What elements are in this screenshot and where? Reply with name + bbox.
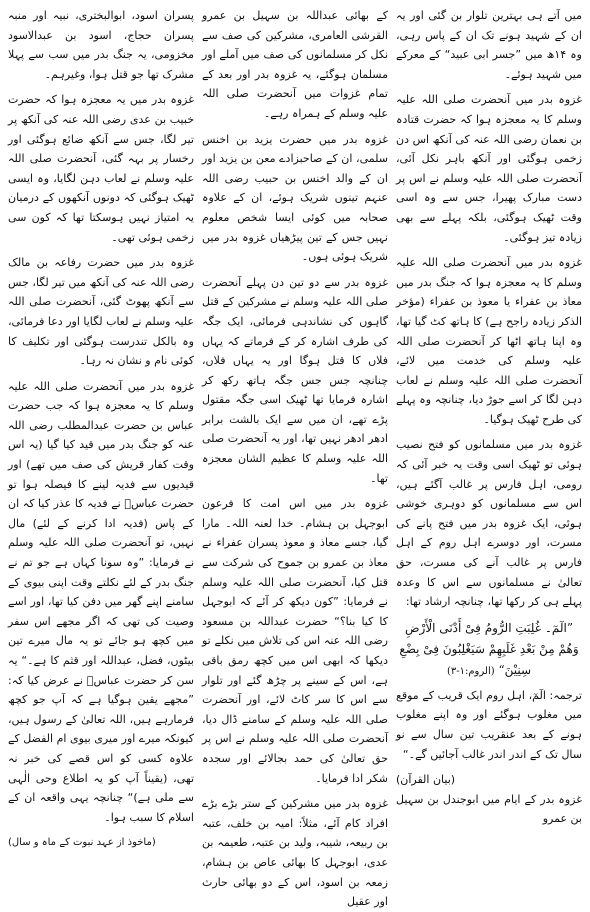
- right-column: [396, 6, 582, 826]
- left-column: [8, 6, 194, 849]
- right-paragraph-2: غزوہ بدر میں آنحضرت صلی اللہ علیہ وسلم کا یہ معجزہ ہوا کہ حضرت قتادہ بن نعمان رضی اللہ عنہ کی آنکھ اس دن زخمی ہوگئی اور آنکھ باہر نکل آئی، آنحضرت صلی اللہ علیہ وسلم نے اس پر دست مبارک پھیرا، جس سے وہ اسی وقت ٹھیک ہوگئی، بلکہ پہلے سے بھی زیادہ تیز ہوگئی۔: [396, 93, 582, 244]
- translation-source: (بیان القرآن): [396, 773, 456, 787]
- middle-paragraph-2: غزوہ بدر میں حضرت یزید بن اخنس سلمی، ان کے صاحبزادے معن بن یزید اور ان کے والد اخنس بن حبیب رضی اللہ عنہم تینوں شریک ہوئے، ان کے علاوہ صحابہ میں کوئی ایسا شخص معلوم نہیں جس کے تین پیڑھیاں غزوہ بدر میں شریک ہوئی ہوں۔: [202, 132, 388, 264]
- right-paragraph-1: میں آتے ہی بہترین تلوار بن گئی اور یہ ان کے شہید ہونے تک ان کے پاس رہی، وہ ۱۴ھ میں ”جسر ابی عبید“ کے معرکے میں شہید ہوئے۔: [396, 9, 582, 81]
- middle-paragraph-5: غزوہ بدر میں مشرکین کے ستر بڑے بڑے افراد کام آئے، مثلاً: امیہ بن خلف، عتبہ بن ربیعہ، شیبہ، ولید بن عتبہ، طعیمہ بن عدی، ابوجہل کا بھائی عاص بن ہشام، زمعہ بن اسود، اس کے دو بھائی حارث اور عقیل: [202, 797, 388, 909]
- left-paragraph-3: غزوہ بدر میں حضرت رفاعہ بن مالک رضی اللہ عنہ کی آنکھ میں تیر لگا، جس سے آنکھ پھوٹ گئی، آنحضرت صلی اللہ علیہ وسلم نے لعاب لگایا اور دعا فرمائی، وہ بالکل تندرست ہوگئی اور تکلیف کا کوئی نام و نشان نہ رہا۔: [8, 256, 194, 368]
- right-paragraph-4: غزوہ بدر میں مسلمانوں کو فتح نصیب ہوئی تو ٹھیک اسی وقت یہ خبر آئی کہ رومی، اہل فارس پر غالب آگئے ہیں، اس سے مسلمانوں کو دوہری خوشی ہوئی، ایک غزوہ بدر میں فتح پانے کی مسرت، اور دوسرے اہل روم کے اہل فارس پر غالب آنے کی مسرت، حق تعالیٰ نے مسلمانوں سے اس کا وعدہ پہلے ہی کر رکھا تھا، چنانچہ ارشاد تھا:: [396, 438, 582, 609]
- right-paragraph-3: غزوہ بدر میں آنحضرت صلی اللہ علیہ وسلم کا یہ معجزہ ہوا کہ جنگ بدر میں معاذ بن عفراء یا معوذ بن عفراء (مؤخر الذکر زیادہ راجح ہے) کا ہاتھ کٹ گیا تھا، وہ اپنا ہاتھ اٹھا کر آنحضرت صلی اللہ علیہ وسلم کی خدمت میں لائے، آنحضرت صلی اللہ علیہ وسلم نے لعاب دہن لگا کر اسے جوڑ دیا، چنانچہ وہ پہلے کی طرح ٹھیک ہوگیا۔: [396, 256, 582, 426]
- middle-paragraph-3: غزوہ بدر سے دو تین دن پہلے آنحضرت صلی اللہ علیہ وسلم نے مشرکین کے قتل گاہوں کی نشاندہی فرمائی، ایک جگہ کی طرف اشارہ کر کے فرماتے کہ یہاں فلاں کا قتل ہوگا اور یہ یہاں فلاں، چنانچہ جس جس جگہ ہاتھ رکھ کر اشارہ فرمایا تھا ٹھیک اسی جگہ مقتول پڑے تھے، ان میں سے ایک بالشت برابر ادھر ادھر نہیں تھا، اور یہ آنحضرت صلی اللہ علیہ وسلم کا عظیم الشان معجزہ تھا۔: [202, 275, 388, 485]
- left-paragraph-2: غزوہ بدر میں یہ معجزہ ہوا کہ حضرت خبیب بن عدی رضی اللہ عنہ کی آنکھ پر تیر لگا، جس سے آنکھ ضائع ہوگئی اور رخسار پر بہہ گئی، آنحضرت صلی اللہ علیہ وسلم نے لعاب دہن لگایا، وہ ایسی ٹھیک ہوگئی کہ دونوں آنکھوں کے درمیان یہ امتیاز نہیں ہوسکتا تھا کہ کون سی زخمی ہوئی تھی۔: [8, 93, 194, 244]
- quran-verse: [396, 618, 582, 682]
- right-paragraph-5: غزوہ بدر کے ایام میں ابوجندل بن سہیل بن عمرو: [396, 792, 582, 826]
- verse-translation: ترجمہ: الٓمٓ، اہل روم ایک قریب کے موقع میں مغلوب ہوگئے اور وہ اپنے مغلوب ہونے کے بعد عنقریب تین سال سے نو سال تک کے اندر اندر غالب آجائیں گے۔“: [396, 688, 582, 761]
- middle-column: [202, 6, 388, 909]
- source-note: (ماخوذ از عہد نبوت کے ماہ و سال): [8, 837, 156, 849]
- quran-verse-text: ”الٓمٓ۔ غُلِبَتِ الرُّومُ فِیْ أَدْنَی الْأَرْضِ وَهُمْ مِنْ بَعْدِ غَلَبِهِمْ سَيَغْلِبُونَ فِیْ بِضْعِ سِنِیْنَ“: [399, 620, 579, 677]
- middle-paragraph-1: کے بھائی عبداللہ بن سہیل بن عمرو القرشی العامری، مشرکین کی صف سے نکل کر مسلمانوں کی صف میں آملے اور مسلمان ہوگئے، یہ غزوہ بدر اور بعد کے تمام غزوات میں آنحضرت صلی اللہ علیہ وسلم کے ہمراہ رہے۔: [202, 9, 388, 120]
- left-paragraph-1: پسران اسود، ابوالبختری، نبیہ اور منبہ پسران حجاج، اسود بن عبدالاسود مخزومی، یہ جنگ بدر میں سب سے پہلا مشرک تھا جو قتل ہوا، وغیرہم۔: [8, 9, 194, 81]
- quran-verse-reference: (الروم:۱-۳): [446, 665, 495, 677]
- left-paragraph-4: غزوہ بدر میں آنحضرت صلی اللہ علیہ وسلم کا یہ معجزہ ہوا کہ جب حضرت عباس بن حضرت عبدالمطلب رضی اللہ عنہ کو جنگ بدر میں قید کیا گیا (یہ اس وقت کفار قریش کی صف میں تھے) اور قیدیوں سے فدیہ لینے کا فیصلہ ہوا تو حضرت عباسؓ نے فدیہ کا عذر کیا کہ ان کے پاس (فدیہ ادا کرنے کے لئے) مال نہیں، تو آنحضرت صلی اللہ علیہ وسلم نے فرمایا: ”وہ سونا کہاں ہے جو تم نے جنگ بدر کے لئے نکلتے وقت اپنی بیوی کے سامنے اپنے گھر میں دفن کیا تھا، اور اسے وصیت کی تھی کہ اگر مجھے اس سفر میں کچھ ہو جائے تو یہ مال میرے تین بیٹوں، فضل، عبداللہ اور قثم کا ہے۔“ یہ سن کر حضرت عباسؓ نے عرض کیا کہ: ”مجھے یقین ہوگیا ہے کہ آپ جو کچھ فرمارہے ہیں، اللہ تعالیٰ کے رسول ہیں، کیونکہ میرے اور میری بیوی ام الفضل کے علاوہ کسی کو اس قصے کی خبر نہ تھی، (یقیناً آپ کو یہ اطلاع وحی الٰہی سے ملی ہے)“ چنانچہ یہی واقعہ ان کے اسلام کا سبب ہوا۔: [8, 379, 194, 824]
- middle-paragraph-4: غزوہ بدر میں اس امت کا فرعون ابوجہل بن ہشام۔ خدا لعنہ اللہ۔ مارا گیا، جسے معاذ و معوذ پسران عفراء نے معاذ بن عمرو بن جموح کی شرکت سے قتل کیا، آنحضرت صلی اللہ علیہ وسلم نے فرمایا: ”کون دیکھ کر آئے کہ ابوجہل کا کیا بنا؟“ حضرت عبداللہ بن مسعود رضی اللہ عنہ اس کی تلاش میں نکلے تو دیکھا کہ ابھی اس میں کچھ رمق باقی ہے، اس کے سینے پر چڑھ گئے اور تلوار سے اس کا سر کاٹ لائے، اور آنحضرت صلی اللہ علیہ وسلم کے سامنے ڈال دیا، آنحضرت صلی اللہ علیہ وسلم نے اس پر حق تعالیٰ کی حمد بجالائے اور سجدہ شکر ادا فرمایا۔: [202, 497, 388, 785]
